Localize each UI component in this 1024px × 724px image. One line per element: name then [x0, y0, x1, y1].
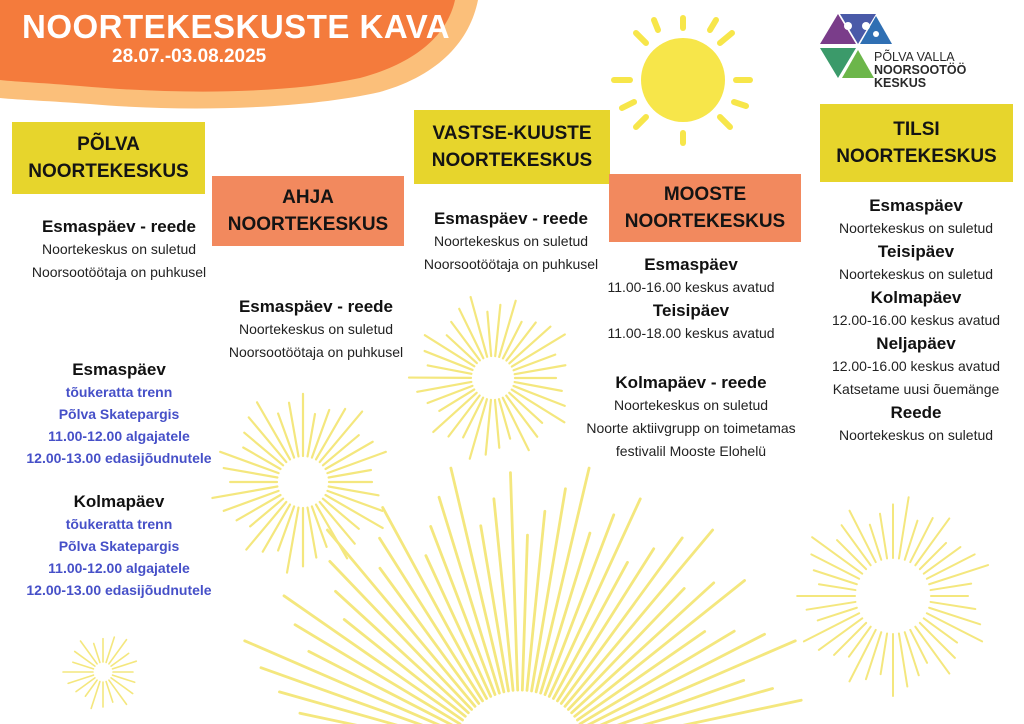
polva-day-2: Esmaspäev — [72, 360, 166, 379]
date-range: 28.07.-03.08.2025 — [112, 46, 267, 67]
tilsi-day-1-line-1: Noortekeskus on suletud — [838, 220, 994, 236]
vastse-day-1-line-2: Noorsootöötaja on puhkusel — [423, 256, 599, 272]
tilsi-day-4: Neljapäev — [876, 334, 956, 353]
logo-line-1: PÕLVA VALLA — [874, 50, 955, 64]
mooste-schedule — [566, 253, 816, 463]
logo-line-3: KESKUS — [874, 76, 927, 90]
polva-day-2-line-1: tõukeratta trenn — [65, 384, 173, 400]
vastse-day-1: Esmaspäev - reede — [433, 209, 589, 228]
mooste-day-3-line-3: festivalil Mooste Elohelü — [615, 443, 767, 459]
polva-day-3-line-4: 12.00-13.00 edasijõudnutele — [26, 582, 212, 598]
badge-tilsi — [820, 104, 1013, 182]
mooste-day-3-line-2: Noorte aktiivgrupp on toimetamas — [586, 420, 796, 436]
polva-day-1-line-1: Noortekeskus on suletud — [41, 241, 197, 257]
ahja-day-1-line-2: Noorsootöötaja on puhkusel — [228, 344, 404, 360]
badge-vastse-kuuste — [414, 110, 610, 184]
tilsi-day-4-line-2: Katsetame uusi õuemänge — [832, 381, 1000, 397]
polva-day-1-line-2: Noorsootöötaja on puhkusel — [31, 264, 207, 280]
mooste-day-1-line-1: 11.00-16.00 keskus avatud — [607, 279, 775, 295]
badge-mooste-line1: MOOSTE — [663, 184, 747, 205]
sunrise-rays-icon — [245, 468, 802, 724]
tilsi-day-1: Esmaspäev — [869, 196, 963, 215]
ahja-day-1: Esmaspäev - reede — [238, 297, 394, 316]
mooste-day-2-line-1: 11.00-18.00 keskus avatud — [607, 325, 775, 341]
mooste-day-1: Esmaspäev — [644, 255, 738, 274]
tilsi-day-5-line-1: Noortekeskus on suletud — [838, 427, 994, 443]
vastse-day-1-line-1: Noortekeskus on suletud — [433, 233, 589, 249]
badge-ahja-line1: AHJA — [282, 187, 334, 208]
polva-day-2-line-2: Põlva Skatepargis — [58, 406, 180, 422]
polva-schedule — [10, 215, 228, 284]
badge-tilsi-line1: TILSI — [893, 119, 940, 140]
badge-vastse-line2: NOORTEKESKUS — [431, 150, 593, 171]
badge-polva-line2: NOORTEKESKUS — [28, 161, 189, 182]
ahja-schedule — [205, 295, 427, 364]
polva-day-3: Kolmapäev — [73, 492, 165, 511]
tilsi-day-3: Kolmapäev — [870, 288, 962, 307]
badge-mooste — [609, 174, 801, 242]
tilsi-day-2: Teisipäev — [877, 242, 955, 261]
tilsi-day-2-line-1: Noortekeskus on suletud — [838, 266, 994, 282]
badge-mooste-line2: NOORTEKESKUS — [624, 211, 786, 232]
polva-day-1: Esmaspäev - reede — [41, 217, 197, 236]
mooste-day-3-line-1: Noortekeskus on suletud — [613, 397, 769, 413]
badge-ahja-line2: NOORTEKESKUS — [227, 214, 389, 235]
mooste-day-3: Kolmapäev - reede — [615, 373, 767, 392]
sunburst-small-icon — [63, 637, 136, 708]
badge-ahja — [212, 176, 404, 246]
tilsi-day-4-line-1: 12.00-16.00 keskus avatud — [831, 358, 1001, 374]
sunburst-right-icon — [797, 497, 988, 696]
sun-icon — [614, 18, 750, 143]
polva-day-3-line-3: 11.00-12.00 algajatele — [48, 560, 190, 576]
polva-day-2-line-3: 11.00-12.00 algajatele — [48, 428, 190, 444]
tilsi-day-3-line-1: 12.00-16.00 keskus avatud — [831, 312, 1001, 328]
ahja-day-1-line-1: Noortekeskus on suletud — [238, 321, 394, 337]
polva-day-3-line-1: tõukeratta trenn — [65, 516, 173, 532]
logo-text — [874, 51, 966, 90]
sunburst-center-icon — [409, 297, 565, 459]
tilsi-schedule — [805, 194, 1024, 447]
page-title: NOORTEKESKUSTE KAVA — [22, 8, 451, 45]
badge-vastse-line1: VASTSE-KUUSTE — [432, 123, 592, 144]
badge-polva — [12, 122, 205, 194]
logo-line-2: NOORSOOTÖÖ — [874, 63, 967, 77]
badge-tilsi-line2: NOORTEKESKUS — [836, 146, 997, 167]
badge-polva-line1: PÕLVA — [77, 134, 140, 155]
polva-day-2-line-4: 12.00-13.00 edasijõudnutele — [26, 450, 212, 466]
polva-events — [8, 358, 230, 601]
mooste-day-2: Teisipäev — [652, 301, 730, 320]
polva-day-3-line-2: Põlva Skatepargis — [58, 538, 180, 554]
tilsi-day-5: Reede — [890, 403, 942, 422]
sunburst-left-icon — [212, 394, 385, 573]
